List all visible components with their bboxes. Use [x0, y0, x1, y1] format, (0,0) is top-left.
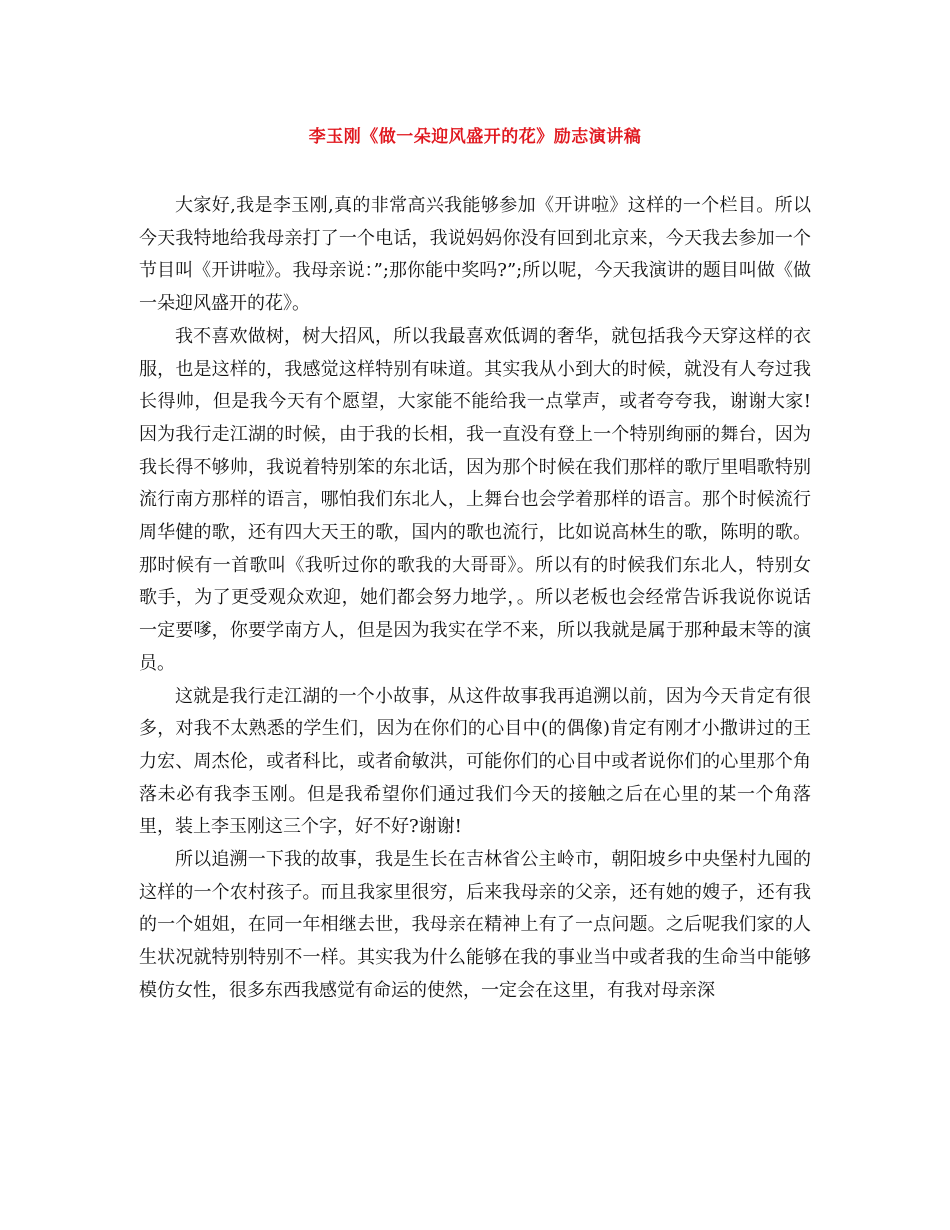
paragraph-3: 这就是我行走江湖的一个小故事，从这件故事我再追溯以前，因为今天肯定有很多，对我不太熟悉的学生们，因为在你们的心目中(的偶像)肯定有刚才小撒讲过的王力宏、周杰伦，或者科比，或者俞敏洪，可能你们的心目中或者说你们的心里那个角落未必有我李玉刚。但是我希望你们通过我们今天的接触之后在心里的某一个角落里，装上李玉刚这三个字，好不好?谢谢! — [139, 685, 811, 838]
paragraph-2: 我不喜欢做树，树大招风，所以我最喜欢低调的奢华，就包括我今天穿这样的衣服，也是这样的，我感觉这样特别有味道。其实我从小到大的时候，就没有人夸过我长得帅，但是我今天有个愿望，大家能不能给我一点掌声，或者夸夸我，谢谢大家!因为我行走江湖的时候，由于我的长相，我一直没有登上一个特别绚丽的舞台，因为我长得不够帅，我说着特别笨的东北话，因为那个时候在我们那样的歌厅里唱歌特别流行南方那样的语言，哪怕我们东北人，上舞台也会学着那样的语言。那个时候流行周华健的歌，还有四大天王的歌，国内的歌也流行，比如说高林生的歌，陈明的歌。那时候有一首歌叫《我听过你的歌我的大哥哥》。所以有的时候我们东北人，特别女歌手，为了更受观众欢迎，她们都会努力地学，。所以老板也会经常告诉我说你说话一定要嗲，你要学南方人，但是因为我实在学不来，所以我就是属于那种最末等的演员。 — [139, 325, 811, 674]
paragraph-1: 大家好,我是李玉刚,真的非常高兴我能够参加《开讲啦》这样的一个栏目。所以今天我特地给我母亲打了一个电话，我说妈妈你没有回到北京来，今天我去参加一个节目叫《开讲啦》。我母亲说：”;那你能中奖吗?”;所以呢，今天我演讲的题目叫做《做一朵迎风盛开的花》。 — [139, 195, 811, 315]
document-body — [139, 190, 811, 1008]
document-title: 李玉刚《做一朵迎风盛开的花》励志演讲稿 — [308, 127, 642, 147]
paragraph-4: 所以追溯一下我的故事，我是生长在吉林省公主岭市，朝阳坡乡中央堡村九囤的这样的一个农村孩子。而且我家里很穷，后来我母亲的父亲，还有她的嫂子，还有我的一个姐姐，在同一年相继去世，我母亲在精神上有了一点问题。之后呢我们家的人生状况就特别特别不一样。其实我为什么能够在我的事业当中或者我的生命当中能够模仿女性，很多东西我感觉有命运的使然，一定会在这里，有我对母亲深 — [139, 849, 811, 1001]
